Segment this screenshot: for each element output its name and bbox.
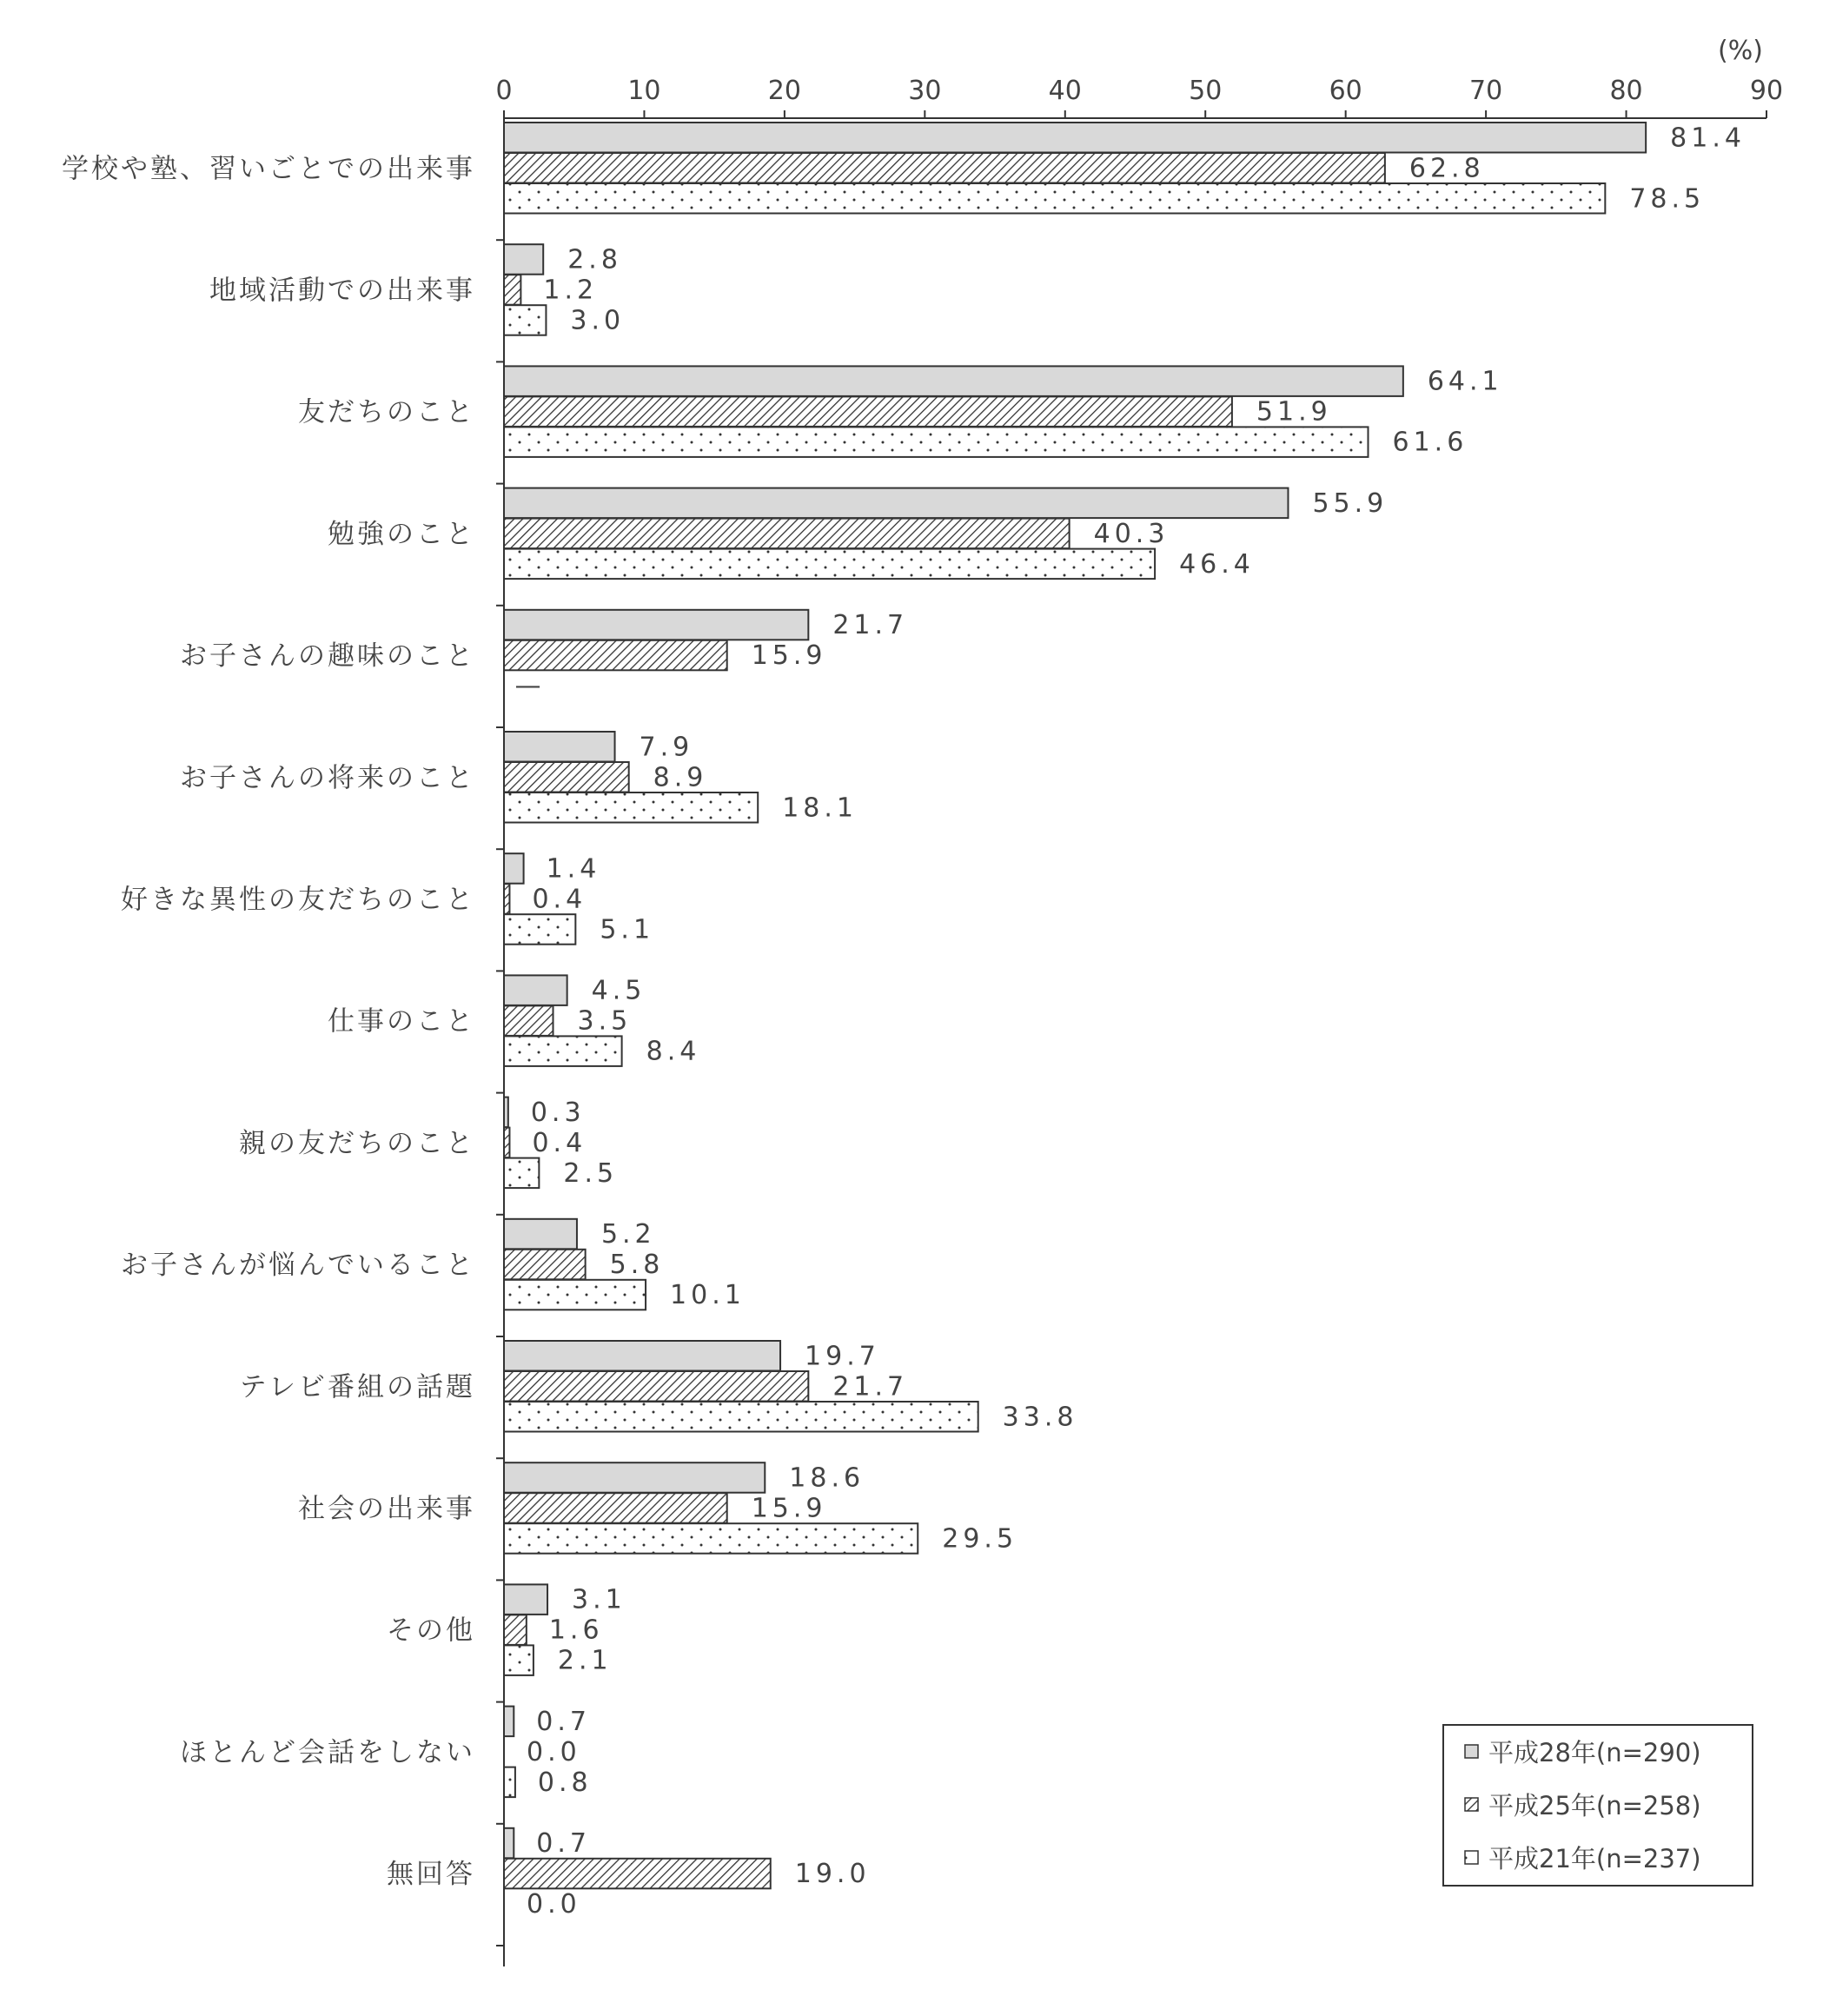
bar-2013 [504,884,509,913]
bar-2009 [504,1158,539,1189]
bar-2009 [504,792,758,823]
bar-2016 [504,123,1646,153]
category-label: テレビ番組の話題 [239,1371,475,1403]
value-label-2016: 55.9 [1312,487,1389,519]
value-label-2009: 8.4 [646,1036,701,1067]
bar-2009 [504,427,1368,457]
value-label-2016: 2.8 [567,244,622,275]
bar-2009 [504,1645,534,1675]
value-label-2009: 2.1 [557,1645,613,1676]
bar-2013 [504,1250,586,1280]
value-label-2013: 0.0 [527,1736,581,1767]
value-label-2013: 0.4 [532,1127,587,1158]
value-label-2016: 5.2 [600,1219,656,1250]
bar-2016 [504,488,1288,519]
x-tick-label: 90 [1749,76,1784,106]
bar-2009 [504,549,1155,580]
bar-2013 [504,275,520,305]
legend-swatch-2016 [1465,1745,1478,1758]
category-label: 仕事のこと [328,1005,475,1038]
bar-2013 [504,1859,771,1889]
value-label-2013: 8.9 [653,762,708,793]
legend-swatch-2009 [1465,1851,1478,1864]
bar-2016 [504,1828,514,1859]
value-label-2016: 1.4 [546,853,601,885]
value-label-2016: 0.3 [530,1097,586,1128]
value-label-2009: 0.8 [537,1767,593,1798]
x-tick-label: 40 [1048,76,1082,106]
value-label-2009: 2.5 [563,1157,619,1189]
value-label-2016: 64.1 [1427,366,1503,397]
category-label: 社会の出来事 [298,1493,475,1525]
value-label-2013: 15.9 [751,640,827,672]
x-tick-label: 80 [1609,76,1643,106]
category-label: 地域活動での出来事 [209,275,475,307]
value-label-2013: 19.0 [794,1859,871,1890]
value-label-2016: 3.1 [572,1584,626,1615]
value-label-2013: 0.4 [532,884,587,915]
x-tick-label: 50 [1189,76,1223,106]
value-label-2009: 18.1 [782,792,858,824]
bar-2016 [504,1098,508,1128]
value-label-2009: 5.1 [600,914,655,945]
bar-2009 [504,1280,646,1310]
value-label-2009: — [514,671,546,702]
bar-2016 [504,732,615,762]
value-label-2013: 62.8 [1408,153,1485,184]
legend-label-2013: 平成25年(n=258) [1488,1791,1701,1820]
value-label-2009: 33.8 [1002,1402,1078,1433]
bar-2016 [504,610,808,640]
x-tick-label: 60 [1329,76,1362,106]
bar-2013 [504,1615,527,1645]
value-label-2013: 15.9 [751,1493,827,1524]
bar-2009 [504,914,575,945]
bar-2009 [504,1767,515,1798]
x-tick-label: 70 [1469,76,1503,106]
bar-2013 [504,1493,727,1523]
bar-2013 [504,1128,509,1158]
value-label-2013: 1.2 [543,275,599,306]
category-label: 勉強のこと [328,518,475,550]
x-tick-label: 30 [908,76,942,106]
category-label: 友だちのこと [298,396,475,428]
category-label: お子さんが悩んでいること [121,1250,475,1282]
bar-2013 [504,762,629,792]
category-label: 無回答 [387,1859,475,1891]
value-label-2013: 1.6 [548,1615,604,1646]
bar-2016 [504,1462,765,1493]
bar-2016 [504,1584,547,1615]
category-label: お子さんの趣味のこと [180,640,475,673]
value-label-2016: 81.4 [1670,123,1746,154]
value-label-2013: 51.9 [1256,396,1332,428]
x-tick-label: 20 [767,76,801,106]
bar-2013 [504,153,1385,183]
category-label: その他 [387,1615,475,1647]
legend-label-2016: 平成28年(n=290) [1488,1738,1701,1767]
value-label-2016: 7.9 [639,732,694,763]
category-label: ほとんど会話をしない [180,1736,475,1768]
bar-2009 [504,305,546,335]
x-tick-label: 10 [627,76,661,106]
bar-2016 [504,244,543,275]
value-label-2009: 61.6 [1392,427,1468,458]
bar-2009 [504,1036,622,1066]
value-label-2009: 46.4 [1179,548,1255,580]
category-label: 好きな異性の友だちのこと [121,884,475,916]
bar-2016 [504,1341,780,1371]
value-label-2009: 78.5 [1629,183,1706,215]
value-label-2013: 21.7 [832,1371,909,1403]
bar-2009 [504,1523,918,1554]
value-label-2016: 21.7 [832,610,909,641]
bar-2013 [504,519,1070,549]
axis-layer [495,36,1783,1966]
x-tick-label: 0 [495,76,513,106]
value-label-2009: 0.0 [527,1889,581,1920]
bar-2016 [504,1707,514,1737]
bar-2016 [504,366,1403,396]
bar-2013 [504,396,1232,427]
bar-2009 [504,1402,978,1432]
value-label-2016: 18.6 [789,1462,865,1494]
value-label-2009: 3.0 [570,305,626,336]
legend-swatch-2013 [1465,1798,1478,1811]
value-label-2016: 0.7 [536,1706,592,1737]
bar-2013 [504,1005,553,1036]
legend-label-2009: 平成21年(n=237) [1488,1844,1701,1873]
value-label-2013: 5.8 [609,1250,665,1281]
category-label: お子さんの将来のこと [180,762,475,794]
value-label-2013: 3.5 [577,1005,633,1037]
axis-unit-label: (%) [1718,36,1763,66]
value-label-2016: 0.7 [536,1828,592,1860]
bar-2013 [504,640,727,671]
bar-2016 [504,1219,577,1250]
bar-2016 [504,975,567,1005]
category-label: 学校や塾、習いごとでの出来事 [62,153,475,185]
bar-2009 [504,183,1605,214]
bar-2013 [504,1371,808,1402]
legend [1443,1725,1753,1886]
bar-2016 [504,853,524,884]
value-label-2016: 4.5 [591,975,646,1006]
value-label-2009: 10.1 [670,1280,746,1311]
value-label-2013: 40.3 [1093,518,1170,549]
value-label-2009: 29.5 [942,1523,1018,1555]
category-label: 親の友だちのこと [239,1127,475,1159]
value-label-2016: 19.7 [805,1341,880,1372]
